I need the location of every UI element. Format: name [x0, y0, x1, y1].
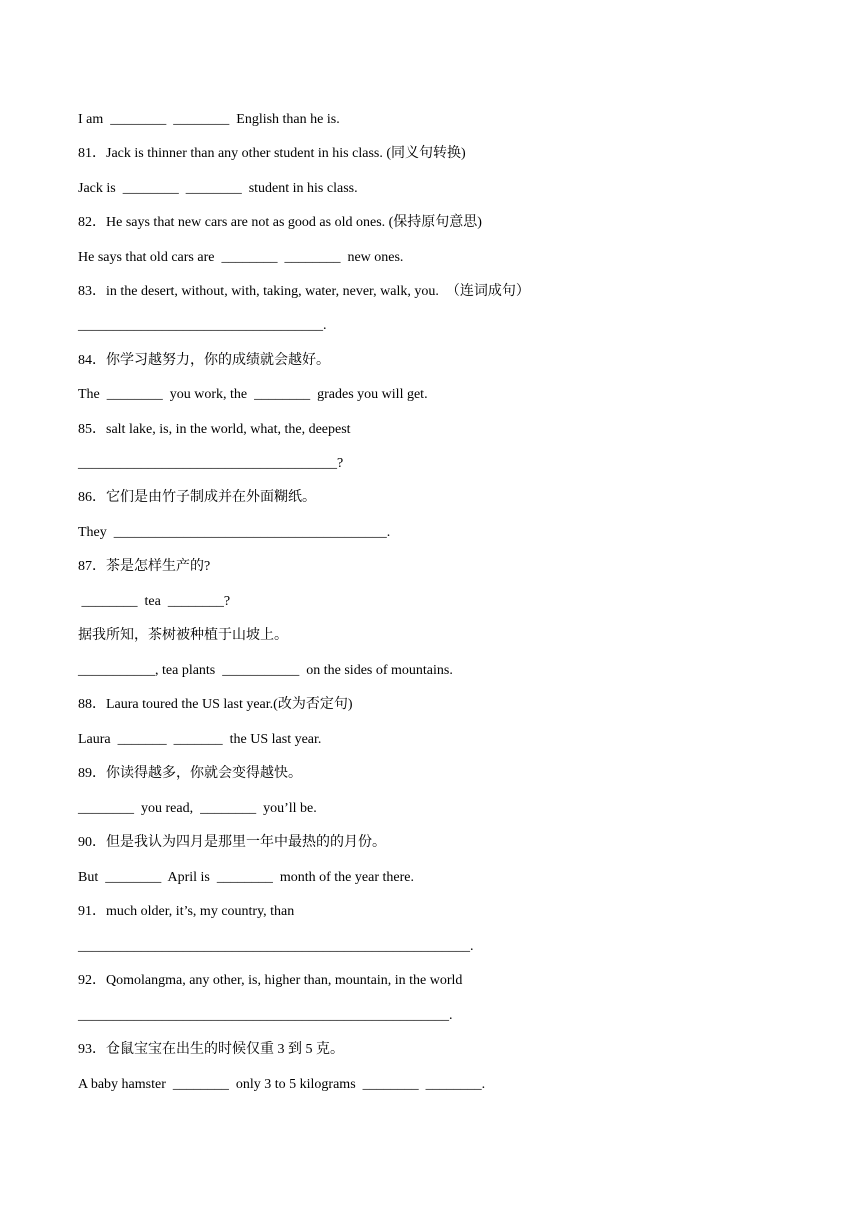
answer-line-89: ________ you read, ________ you’ll be.: [78, 801, 317, 816]
question-90: 90．但是我认为四月是那里一年中最热的的月份。: [78, 835, 386, 850]
question-87-part2: 据我所知，茶树被种植于山坡上。: [78, 628, 288, 643]
question-88: 88．Laura toured the US last year.(改为否定句): [78, 697, 353, 712]
answer-line-88: Laura _______ _______ the US last year.: [78, 732, 322, 747]
question-87: 87．茶是怎样生产的?: [78, 559, 211, 574]
question-89: 89．你读得越多，你就会变得越快。: [78, 766, 302, 781]
question-91: 91．much older, it’s, my country, than: [78, 904, 295, 919]
question-93: 93．仓鼠宝宝在出生的时候仅重 3 到 5 克。: [78, 1042, 344, 1057]
answer-line-86: They _______________________________________.: [78, 525, 391, 540]
question-86: 86．它们是由竹子制成并在外面糊纸。: [78, 490, 316, 505]
answer-line-84: The ________ you work, the ________ grades you will get.: [78, 387, 428, 402]
question-84: 84．你学习越努力，你的成绩就会越好。: [78, 353, 330, 368]
question-83: 83．in the desert, without, with, taking, water, never, walk, you. （连词成句）: [78, 284, 530, 299]
answer-line-87b: ___________, tea plants ___________ on the sides of mountains.: [78, 663, 453, 678]
question-92: 92．Qomolangma, any other, is, higher than, mountain, in the world: [78, 973, 463, 988]
answer-line-93: A baby hamster ________ only 3 to 5 kilograms ________ ________.: [78, 1077, 486, 1092]
answer-line-91: ________________________________________________________.: [78, 939, 474, 954]
answer-line-81: Jack is ________ ________ student in his class.: [78, 181, 358, 196]
question-82: 82．He says that new cars are not as good as old ones. (保持原句意思): [78, 215, 482, 230]
answer-line-85: _____________________________________?: [78, 456, 344, 471]
answer-line-80: I am ________ ________ English than he is.: [78, 112, 340, 127]
answer-line-82: He says that old cars are ________ ________ new ones.: [78, 250, 404, 265]
answer-line-90: But ________ April is ________ month of the year there.: [78, 870, 414, 885]
answer-line-92: _____________________________________________________.: [78, 1008, 453, 1023]
question-85: 85．salt lake, is, in the world, what, the, deepest: [78, 422, 351, 437]
answer-line-83: ___________________________________.: [78, 318, 327, 333]
question-81: 81．Jack is thinner than any other student in his class. (同义句转换): [78, 146, 466, 161]
answer-line-87a: ________ tea ________?: [78, 594, 231, 609]
